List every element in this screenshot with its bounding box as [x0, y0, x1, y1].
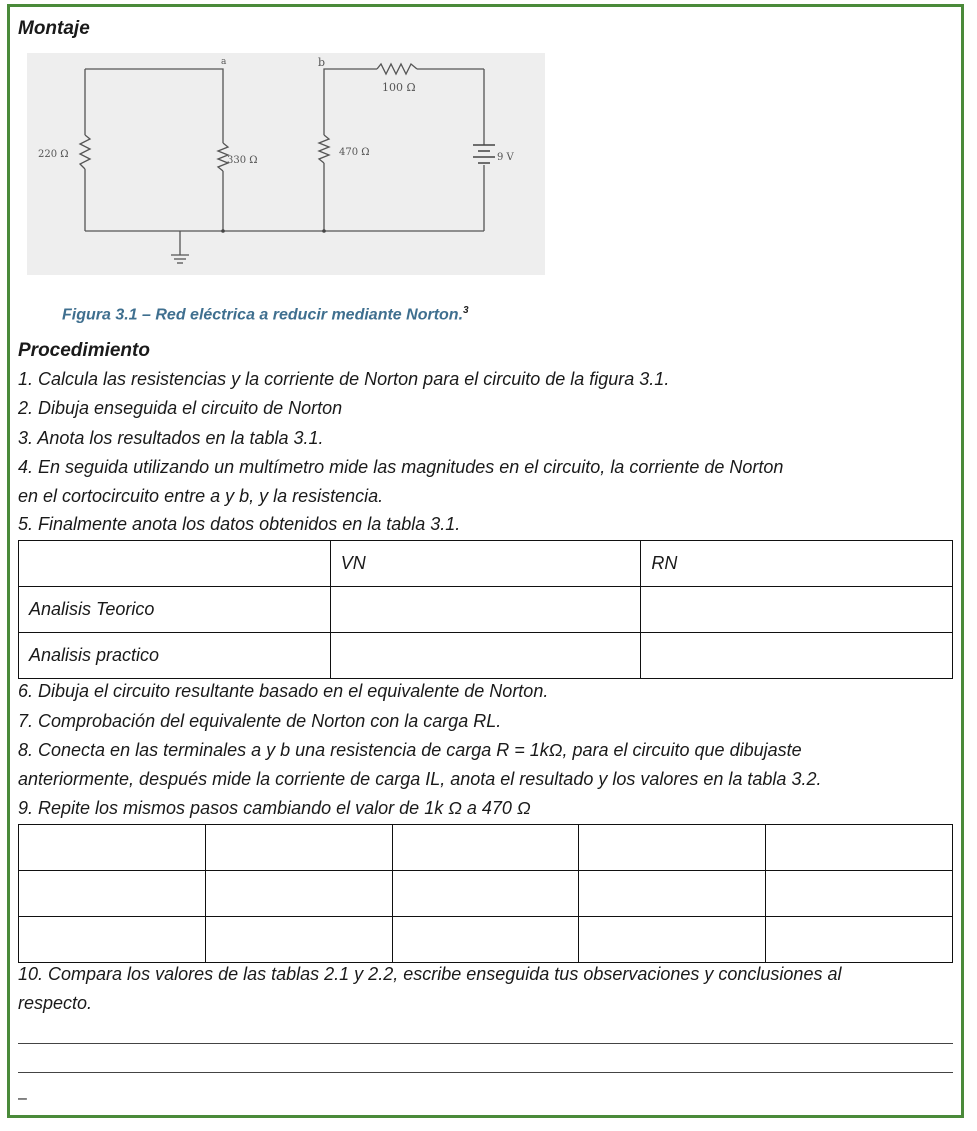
input-cell-teorico-vn[interactable]: [330, 587, 641, 633]
circuit-diagram: [27, 53, 545, 275]
r100-label: 100 Ω: [382, 81, 416, 94]
table-cell: [19, 541, 331, 587]
results-table-3-1: [18, 540, 953, 679]
table-row: [19, 871, 953, 917]
footnote-marker: 3: [463, 305, 469, 316]
r220-label: 220 Ω: [38, 149, 69, 160]
table-cell[interactable]: [579, 825, 766, 871]
step-4-line2: en el cortocircuito entre a y b, y la resistencia.: [18, 486, 384, 506]
r330-label: 330 Ω: [227, 155, 258, 166]
table-cell[interactable]: [205, 825, 392, 871]
table-header-vn: VN: [330, 541, 641, 587]
table-cell[interactable]: [392, 825, 579, 871]
resistor-470: [319, 135, 329, 163]
step-6: 6. Dibuja el circuito resultante basado en el equivalente de Norton.: [18, 681, 549, 701]
figure-caption: Figura 3.1 – Red eléctrica a reducir mediante Norton.$^3$: [62, 305, 469, 324]
resistor-100: [377, 64, 417, 74]
answer-line[interactable]: [18, 1043, 953, 1044]
answer-dash: –: [18, 1090, 27, 1107]
row-label-practico: Analisis practico: [19, 633, 331, 679]
battery-icon: [473, 145, 495, 163]
table-cell[interactable]: [205, 871, 392, 917]
step-8-line1: 8. Conecta en las terminales a y b una resistencia de carga R = 1kΩ, para el circuito que dibujaste: [18, 740, 802, 760]
row-label-teorico: Analisis Teorico: [19, 587, 331, 633]
step-1: 1. Calcula las resistencias y la corriente de Norton para el circuito de la figura 3.1.: [18, 369, 670, 389]
circuit-figure: [27, 53, 545, 275]
table-row: [19, 633, 953, 679]
table-row: [19, 825, 953, 871]
table-cell[interactable]: [392, 871, 579, 917]
table-row: [19, 587, 953, 633]
table-cell[interactable]: [205, 917, 392, 963]
table-cell[interactable]: [766, 871, 953, 917]
table-cell[interactable]: [19, 917, 206, 963]
table-header-rn: RN: [641, 541, 953, 587]
input-cell-teorico-rn[interactable]: [641, 587, 953, 633]
input-cell-practico-rn[interactable]: [641, 633, 953, 679]
table-cell[interactable]: [579, 871, 766, 917]
results-table-3-2: [18, 824, 953, 963]
table-cell[interactable]: [19, 825, 206, 871]
step-4-line1: 4. En seguida utilizando un multímetro mide las magnitudes en el circuito, la corriente de Norton: [18, 457, 784, 477]
node-a-label: a: [221, 57, 227, 67]
step-10-line2: respecto.: [18, 993, 93, 1013]
montaje-title: Montaje: [18, 18, 90, 39]
step-5: 5. Finalmente anota los datos obtenidos en la tabla 3.1.: [18, 514, 461, 534]
table-cell[interactable]: [579, 917, 766, 963]
answer-line[interactable]: [18, 1072, 953, 1073]
procedimiento-title: Procedimiento: [18, 340, 150, 361]
step-8-line2: anteriormente, después mide la corriente de carga IL, anota el resultado y los valores en la tabla 3.2.: [18, 769, 822, 789]
input-cell-practico-vn[interactable]: [330, 633, 641, 679]
step-7: 7. Comprobación del equivalente de Norton con la carga RL.: [18, 711, 502, 731]
table-cell[interactable]: [766, 825, 953, 871]
r470-label: 470 Ω: [339, 147, 370, 158]
battery-label: 9 V: [497, 152, 514, 163]
table-row: [19, 917, 953, 963]
node-b-label: b: [318, 56, 326, 69]
resistor-220: [80, 135, 90, 169]
table-cell[interactable]: [392, 917, 579, 963]
table-cell[interactable]: [766, 917, 953, 963]
step-10-line1: 10. Compara los valores de las tablas 2.1 y 2.2, escribe enseguida tus observaciones y conclusiones al: [18, 964, 842, 984]
step-9: 9. Repite los mismos pasos cambiando el valor de 1k Ω a 470 Ω: [18, 798, 531, 818]
step-2: 2. Dibuja enseguida el circuito de Norton: [18, 398, 343, 418]
step-3: 3. Anota los resultados en la tabla 3.1.: [18, 428, 324, 448]
table-header-row: [19, 541, 953, 587]
table-cell[interactable]: [19, 871, 206, 917]
